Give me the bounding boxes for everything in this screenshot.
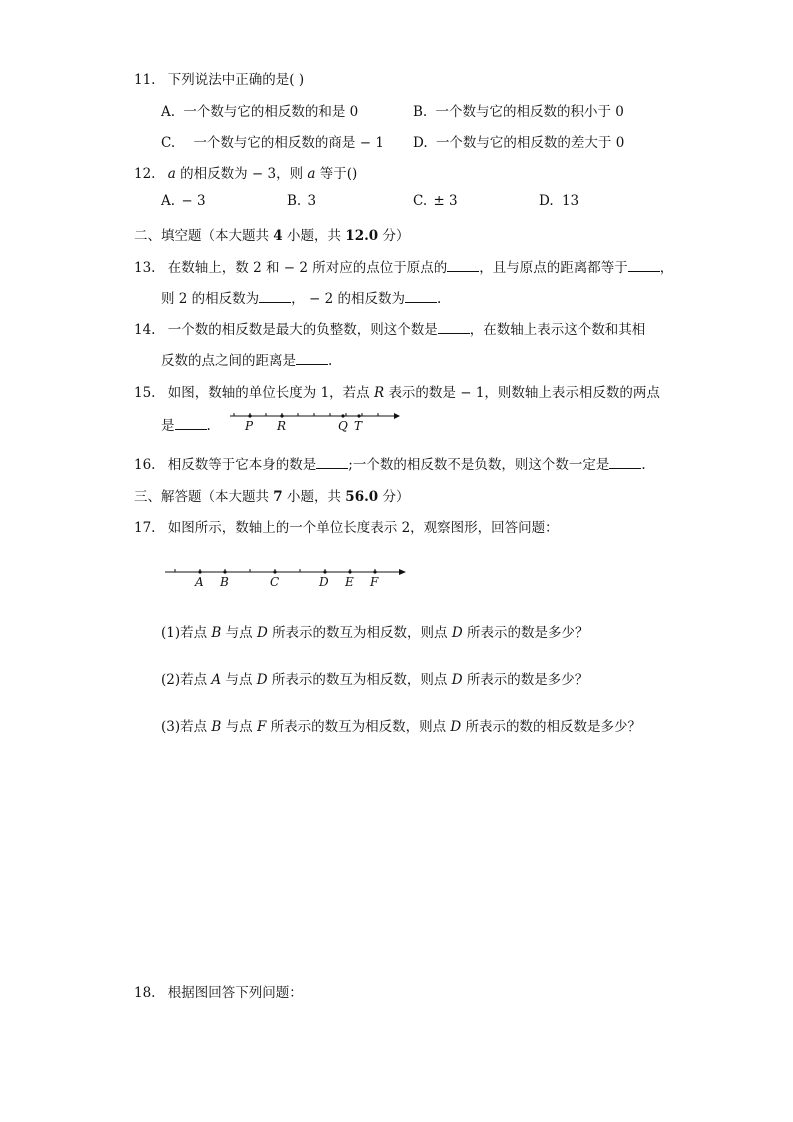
- point-var: D: [256, 672, 268, 688]
- sub-text: 所表示的数互为相反数，则点: [270, 719, 447, 735]
- question-text: 如图，数轴的单位长度为 1，若点: [167, 385, 370, 401]
- q12-option-c: [413, 193, 458, 209]
- option-label: B.: [413, 104, 428, 120]
- question-text: 反数的点之间的距离是: [161, 353, 296, 369]
- q12-option-b: [287, 193, 316, 209]
- answer-blank[interactable]: [447, 259, 479, 272]
- q13-line-2: [161, 287, 441, 307]
- answer-blank[interactable]: [438, 321, 470, 334]
- q11-option-b: [413, 100, 624, 120]
- label-b: B: [220, 575, 229, 588]
- sub-text: (2)若点: [161, 672, 208, 688]
- section-title: 二、填空题（本大题共: [134, 228, 269, 244]
- q17-sub-2: [161, 668, 588, 688]
- question-text: .: [206, 418, 211, 434]
- section-count: 4: [273, 228, 283, 244]
- question-text: .: [436, 291, 442, 307]
- point-e: [348, 570, 351, 573]
- label-r: R: [277, 419, 287, 432]
- sub-text: 所表示的数互为相反数，则点: [272, 625, 448, 641]
- label-f: F: [370, 575, 379, 588]
- q16-line: [134, 453, 646, 473]
- section-end: 分）: [382, 228, 410, 244]
- point-var: D: [256, 625, 268, 641]
- sub-text: (3)若点: [161, 719, 208, 735]
- point-b: [223, 570, 226, 573]
- sub-text: 所表示的数的相反数是多少？: [465, 719, 642, 735]
- q17-stem-line: [134, 516, 559, 536]
- option-text: 一个数与它的相反数的差大于 0: [435, 135, 625, 151]
- question-text: .: [328, 353, 333, 369]
- option-text: 一个数与它的相反数的积小于 0: [435, 104, 624, 120]
- option-text: 3: [307, 193, 317, 209]
- option-label: C.: [413, 193, 428, 209]
- point-var: B: [211, 719, 222, 735]
- q18-stem-line: [134, 981, 303, 1001]
- question-text: ， − 2 的相反数为: [291, 291, 405, 307]
- sub-text: 与点: [225, 672, 253, 688]
- variable-r: R: [373, 385, 385, 401]
- q11-option-d: [413, 131, 624, 151]
- section-count: 7: [273, 489, 283, 505]
- option-label: B.: [287, 193, 302, 209]
- q14-line-1: [134, 318, 645, 338]
- label-q: Q: [338, 419, 348, 432]
- q15-line-1: [134, 381, 660, 401]
- variable-a: a: [307, 166, 316, 182]
- axis-arrow: [399, 569, 406, 575]
- label-c: C: [270, 575, 280, 588]
- question-text: 一个数的相反数是最大的负整数，则这个数是: [167, 322, 438, 338]
- option-text: 一个数与它的相反数的商是 − 1: [193, 135, 384, 151]
- answer-blank[interactable]: [405, 290, 437, 303]
- point-f: [373, 570, 376, 573]
- option-label: A.: [161, 193, 176, 209]
- point-d: [323, 570, 326, 573]
- option-label: A.: [161, 104, 176, 120]
- answer-blank[interactable]: [609, 456, 641, 469]
- point-q: [341, 414, 344, 417]
- question-number: 18.: [134, 985, 156, 1001]
- option-text: ± 3: [433, 193, 458, 209]
- label-e: E: [345, 575, 354, 588]
- question-text: 则 2 的相反数为: [161, 291, 260, 307]
- sub-text: 所表示的数互为相反数，则点: [271, 672, 448, 688]
- label-t: T: [354, 419, 363, 432]
- label-a: A: [195, 575, 204, 588]
- q12-option-a: [161, 193, 206, 209]
- sub-text: 与点: [225, 625, 253, 641]
- q11-option-a: [161, 100, 358, 120]
- q11-stem-line: [134, 68, 304, 88]
- variable-a: a: [167, 166, 176, 182]
- sub-text: 所表示的数是多少？: [466, 625, 589, 641]
- question-stem: 如图所示，数轴上的一个单位长度表示 2，观察图形，回答问题：: [167, 520, 559, 536]
- label-p: P: [245, 419, 254, 432]
- label-d: D: [319, 575, 329, 588]
- question-stem-mid: 的相反数为 − 3，则: [180, 166, 304, 182]
- answer-blank[interactable]: [316, 456, 348, 469]
- question-number: 12.: [134, 166, 156, 182]
- section-end: 分）: [382, 489, 410, 505]
- point-p: [248, 414, 251, 417]
- q14-line-2: [161, 349, 332, 369]
- sub-text: (1)若点: [161, 625, 208, 641]
- question-stem: 根据图回答下列问题：: [167, 985, 303, 1001]
- question-number: 13.: [134, 260, 156, 276]
- answer-blank[interactable]: [259, 290, 291, 303]
- sub-text: 所表示的数是多少？: [466, 672, 589, 688]
- option-label: D.: [539, 193, 554, 209]
- section-heading-fill-in: [134, 224, 409, 244]
- point-r: [280, 414, 283, 417]
- question-text: 是: [161, 418, 175, 434]
- point-t: [357, 414, 360, 417]
- question-text: 相反数等于它本身的数是: [167, 457, 317, 473]
- point-var: D: [451, 625, 463, 641]
- point-var: B: [211, 625, 222, 641]
- option-text: 13: [561, 193, 580, 209]
- axis-arrow: [394, 413, 400, 419]
- question-text: ，: [659, 260, 674, 276]
- q17-sub-3: [161, 715, 641, 735]
- question-number: 11.: [134, 72, 156, 88]
- section-score: 12.0: [345, 228, 379, 244]
- option-text: − 3: [181, 193, 206, 209]
- section-title: 三、解答题（本大题共: [134, 489, 269, 505]
- question-stem-end: 等于(): [319, 166, 358, 182]
- question-text: 在数轴上，数 2 和 − 2 所对应的点位于原点的: [167, 260, 448, 276]
- point-c: [273, 570, 276, 573]
- q11-option-c: [161, 131, 384, 151]
- point-a: [198, 570, 201, 573]
- option-text: 一个数与它的相反数的和是 0: [183, 104, 359, 120]
- section-heading-answer: [134, 485, 409, 505]
- question-text: 表示的数是 − 1，则数轴上表示相反数的两点: [388, 385, 660, 401]
- q12-option-d: [539, 193, 579, 209]
- question-number: 14.: [134, 322, 156, 338]
- q15-number-line: [228, 408, 400, 432]
- question-text: ;一个数的相反数不是负数，则这个数一定是: [348, 457, 610, 473]
- option-label: D.: [413, 135, 428, 151]
- q15-line-2: [161, 414, 211, 434]
- answer-blank[interactable]: [628, 259, 660, 272]
- section-mid: 小题，共: [287, 228, 341, 244]
- sub-text: 与点: [225, 719, 253, 735]
- point-var: D: [451, 672, 463, 688]
- question-number: 17.: [134, 520, 156, 536]
- answer-blank[interactable]: [296, 352, 328, 365]
- question-text: ，且与原点的距离都等于: [479, 260, 628, 276]
- point-var: D: [450, 719, 462, 735]
- question-number: 16.: [134, 457, 156, 473]
- section-mid: 小题，共: [287, 489, 341, 505]
- question-number: 15.: [134, 385, 156, 401]
- question-stem: 下列说法中正确的是( ): [167, 72, 305, 88]
- answer-blank[interactable]: [175, 417, 207, 430]
- question-text: ，在数轴上表示这个数和其相: [469, 322, 646, 338]
- section-score: 56.0: [345, 489, 379, 505]
- option-label: C.: [161, 135, 176, 151]
- q12-stem-line: [134, 162, 357, 182]
- q17-number-line: [163, 562, 407, 588]
- question-text: .: [641, 457, 646, 473]
- point-var: F: [256, 719, 267, 735]
- point-var: A: [211, 672, 222, 688]
- q17-sub-1: [161, 621, 588, 641]
- q13-line-1: [134, 256, 673, 276]
